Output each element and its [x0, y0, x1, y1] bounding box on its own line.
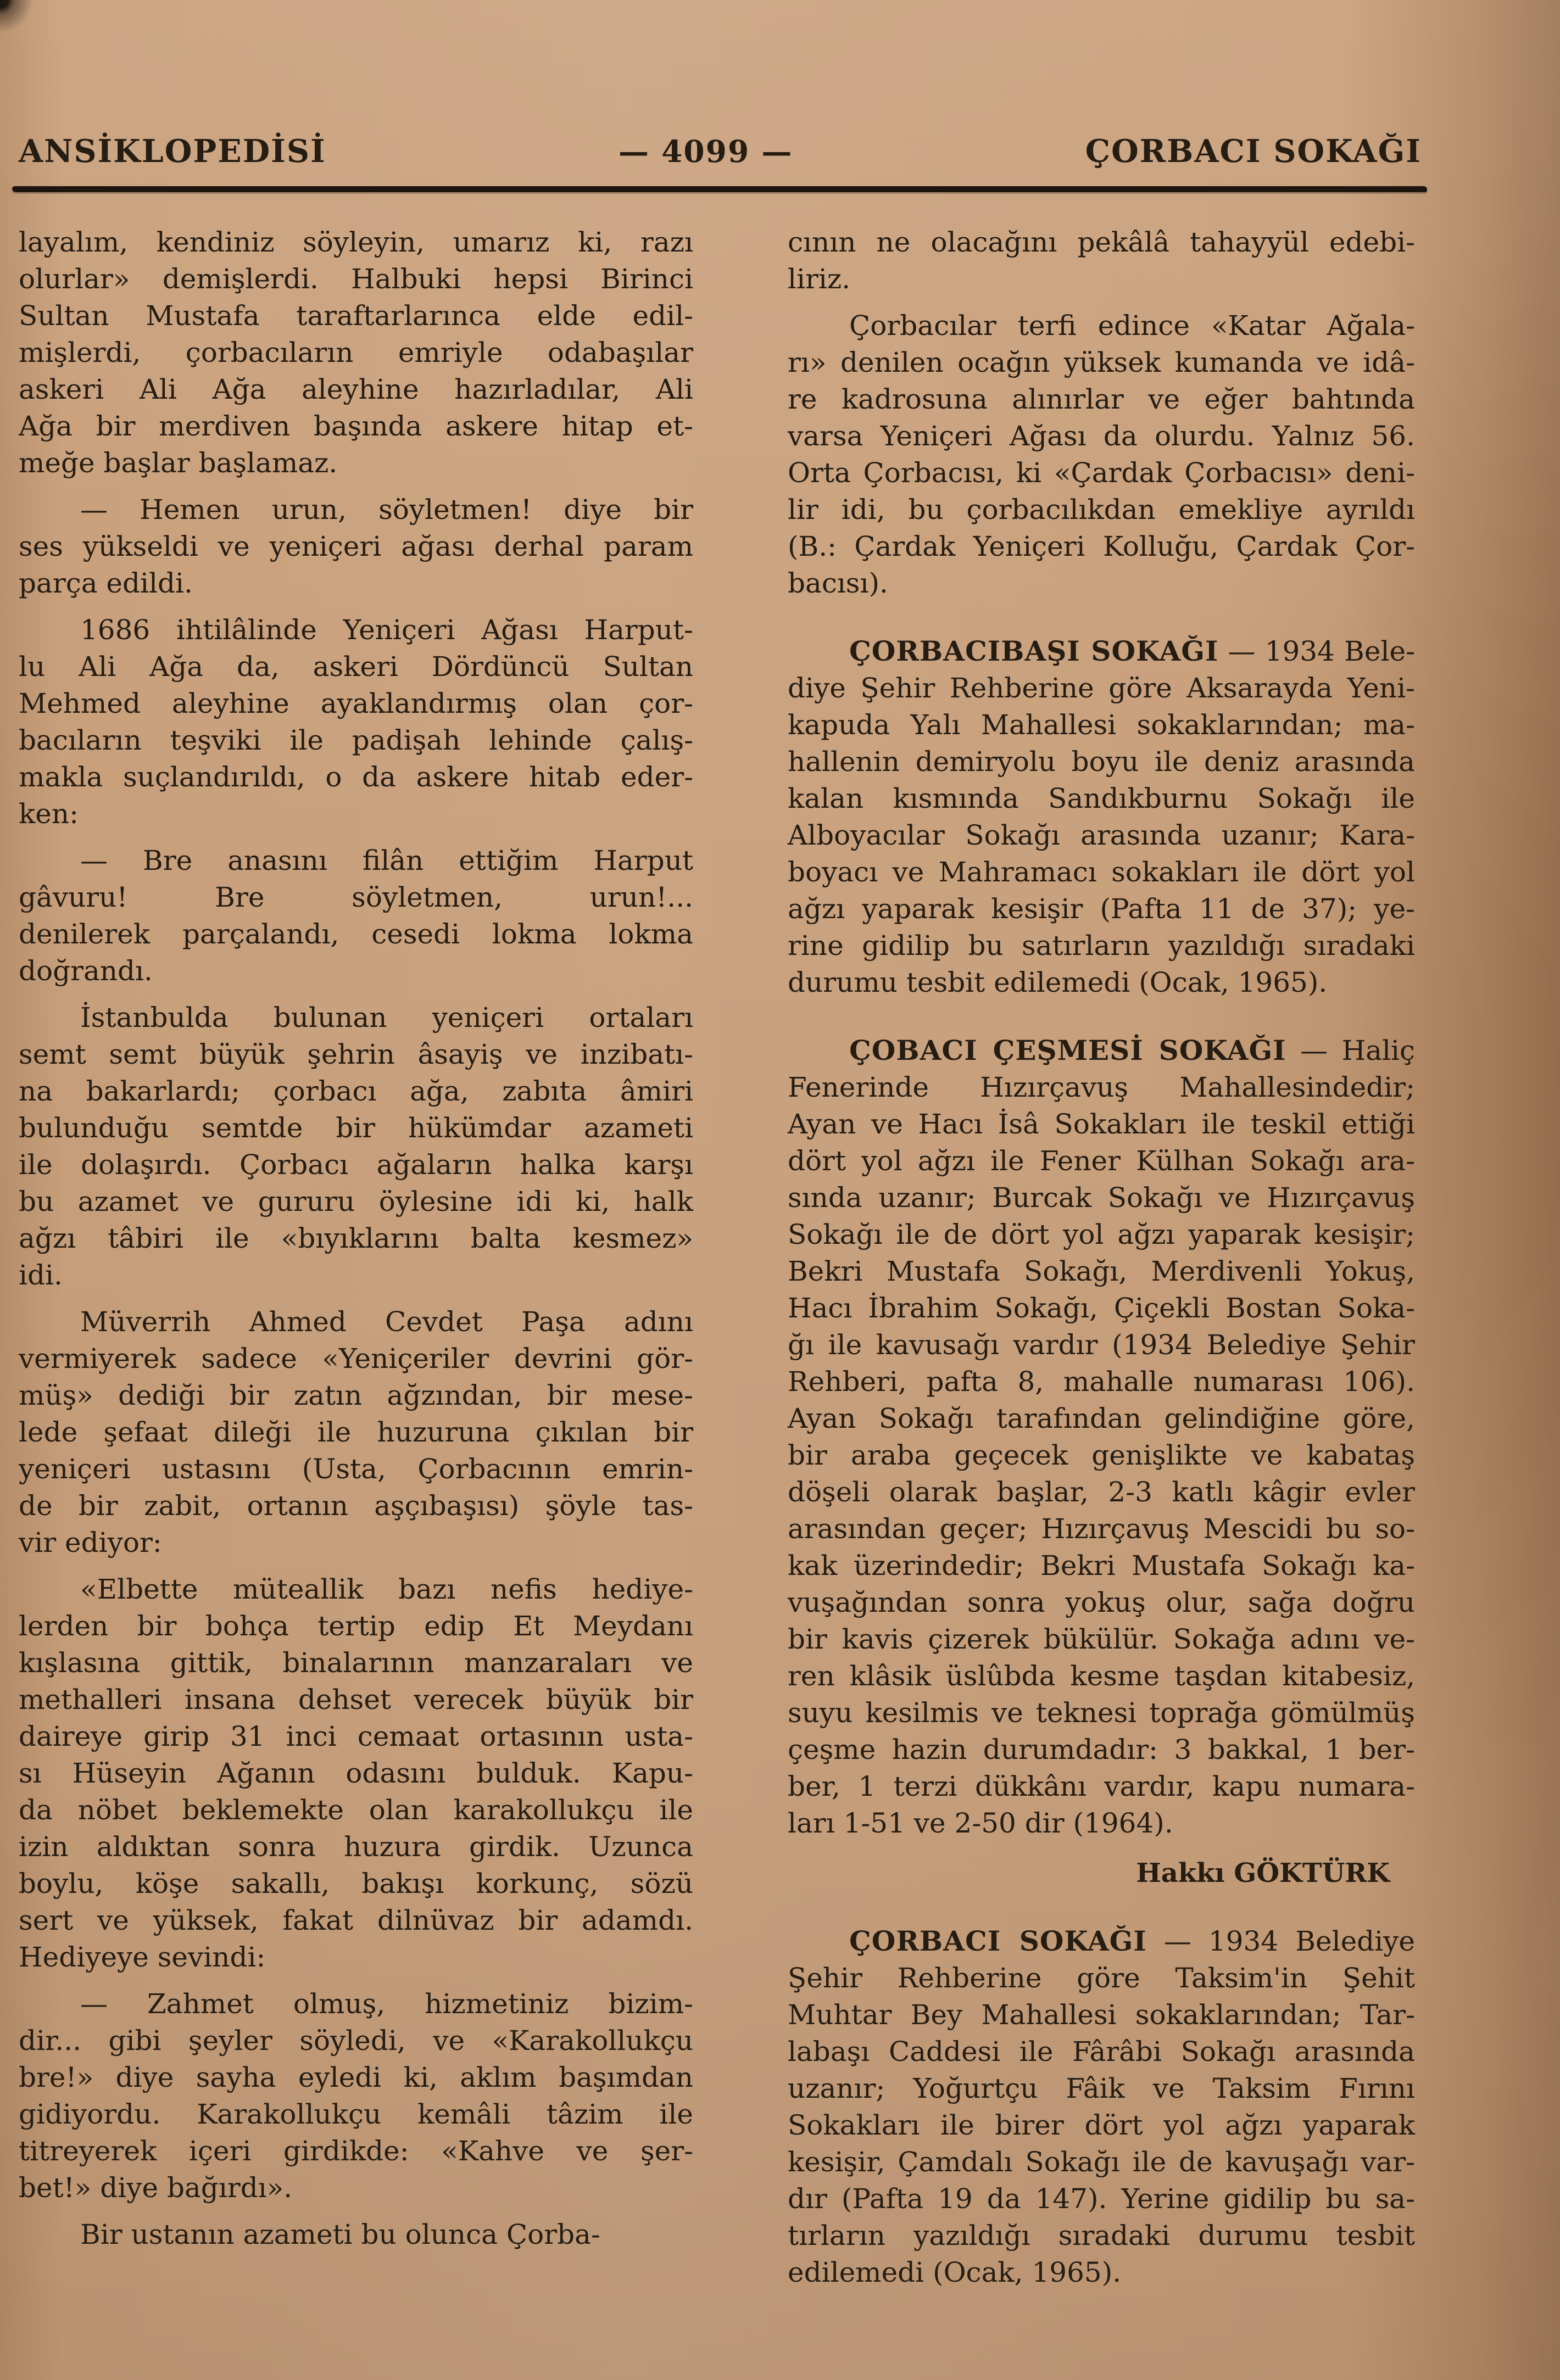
text-line: Fenerinde Hızırçavuş Mahallesindedir;: [788, 1071, 1415, 1103]
text-line: Hakkı GÖKTÜRK: [1136, 1858, 1390, 1889]
text-line: bacısı).: [788, 567, 888, 599]
text-line: sert ve yüksek, fakat dilnüvaz bir adamdı.: [19, 1904, 693, 1936]
entry-paragraph: [788, 1923, 1415, 2291]
text-line: Müverrih Ahmed Cevdet Paşa adını: [80, 1306, 693, 1338]
header-rule-divider: [12, 186, 1427, 192]
text-line: Ağa bir merdiven başında askere hitap et-: [19, 410, 693, 442]
text-line: Muhtar Bey Mahallesi sokaklarından; Tar-: [788, 1999, 1415, 2031]
text-line: Hacı İbrahim Sokağı, Çiçekli Bostan Soka-: [788, 1292, 1415, 1324]
text-line: izin aldıktan sonra huzura girdik. Uzunca: [19, 1831, 693, 1863]
text-line: ile dolaşırdı. Çorbacı ağaların halka karşı: [19, 1149, 693, 1181]
text-line: bu azamet ve gururu öylesine idi ki, halk: [19, 1186, 693, 1217]
text-line: Şehir Rehberine göre Taksim'in Şehit: [788, 1962, 1415, 1994]
text-line: sında uzanır; Burcak Sokağı ve Hızırçavuş: [788, 1182, 1415, 1214]
text-line: ses yükseldi ve yeniçeri ağası derhal param: [19, 530, 693, 562]
text-line: liriz.: [788, 263, 851, 295]
text-line: labaşı Caddesi ile Fârâbi Sokağı arasında: [788, 2036, 1415, 2068]
text-line: ber, 1 terzi dükkânı vardır, kapu numara-: [788, 1770, 1415, 1802]
text-line: gidiyordu. Karakollukçu kemâli tâzim ile: [19, 2098, 693, 2130]
text-line: lerden bir bohça tertip edip Et Meydanı: [19, 1610, 693, 1642]
text-line: Bir ustanın azameti bu olunca Çorba-: [80, 2219, 600, 2250]
text-line: ğı ile kavusağı vardır (1934 Belediye Şehir: [788, 1329, 1415, 1361]
text-line: bulunduğu semtde bir hükümdar azameti: [19, 1112, 693, 1144]
header-title-right: ÇORBACI SOKAĞI: [1085, 133, 1422, 170]
entry-title: ÇORBACI SOKAĞI: [849, 1925, 1147, 1957]
text-line: da nöbet beklemekte olan karakollukçu ile: [19, 1794, 693, 1826]
text-line: ken:: [19, 798, 79, 830]
text-line: kesişir, Çamdalı Sokağı ile de kavuşağı var-: [788, 2146, 1415, 2178]
text-line: de bir zabit, ortanın aşçıbaşısı) şöyle tas-: [19, 1490, 693, 1522]
text-line: hallenin demiryolu boyu ile deniz arasında: [788, 746, 1415, 778]
text-line: ları 1-51 ve 2-50 dir (1964).: [788, 1807, 1173, 1839]
text-line: ağzı yaparak kesişir (Pafta 11 de 37); ye-: [788, 893, 1415, 925]
text-line: ÇOBACI ÇEŞMESİ SOKAĞI — Haliç: [849, 1034, 1415, 1066]
text-line: rı» denilen ocağın yüksek kumanda ve idâ-: [788, 347, 1415, 378]
text-line: dört yol ağzı ile Fener Külhan Sokağı ara-: [788, 1145, 1415, 1177]
text-columns: [0, 192, 1560, 2291]
text-line: Sokakları ile birer dört yol ağzı yaparak: [788, 2109, 1415, 2141]
text-line: kalan kısmında Sandıkburnu Sokağı ile: [788, 783, 1415, 814]
text-line: varsa Yeniçeri Ağası da olurdu. Yalnız 56.: [788, 420, 1415, 452]
paragraph: [19, 1986, 693, 2206]
text-line: dir... gibi şeyler söyledi, ve «Karakollukçu: [19, 2025, 693, 2057]
text-line: boyacı ve Mahramacı sokakları ile dört yol: [788, 856, 1415, 888]
text-line: bet!» diye bağırdı».: [19, 2172, 293, 2204]
text-line: rine gidilip bu satırların yazıldığı sıradaki: [788, 930, 1415, 962]
text-line: Sultan Mustafa taraftarlarınca elde edil-: [19, 300, 693, 332]
text-line: Orta Çorbacısı, ki «Çardak Çorbacısı» deni-: [788, 457, 1415, 489]
paragraph: [19, 612, 693, 833]
text-line: uzanır; Yoğurtçu Fâik ve Taksim Fırını: [788, 2072, 1415, 2104]
text-line: kışlasına gittik, binalarının manzaraları ve: [19, 1647, 693, 1679]
text-line: tırların yazıldığı sıradaki durumu tesbit: [788, 2220, 1415, 2251]
text-line: sı Hüseyin Ağanın odasını bulduk. Kapu-: [19, 1757, 693, 1789]
text-line: vermiyerek sadece «Yeniçeriler devrini gör-: [19, 1343, 693, 1375]
text-line: doğrandı.: [19, 955, 153, 987]
text-line: parça edildi.: [19, 567, 193, 599]
text-line: bre!» diye sayha eyledi ki, aklım başımdan: [19, 2061, 693, 2093]
text-line: Mehmed aleyhine ayaklandırmış olan çor-: [19, 688, 693, 719]
text-line: ÇORBACI SOKAĞI — 1934 Belediye: [849, 1925, 1415, 1957]
text-line: bir kavis çizerek bükülür. Sokağa adını ve-: [788, 1623, 1415, 1655]
paragraph: [19, 1571, 693, 1976]
paragraph: [19, 2216, 693, 2253]
column-right: [788, 224, 1415, 2291]
text-line: 1686 ihtilâlinde Yeniçeri Ağası Harput-: [80, 614, 693, 646]
text-line: makla suçlandırıldı, o da askere hitab eder-: [19, 761, 693, 793]
text-line: boylu, köşe sakallı, bakışı korkunç, sözü: [19, 1868, 693, 1899]
text-line: Ayan ve Hacı İsâ Sokakları ile teskil ettiği: [788, 1108, 1415, 1140]
text-line: ÇORBACIBAŞI SOKAĞI — 1934 Bele-: [849, 635, 1415, 667]
text-line: kak üzerindedir; Bekri Mustafa Sokağı ka-: [788, 1550, 1415, 1582]
text-line: — Bre anasını filân ettiğim Harput: [80, 845, 693, 876]
text-line: Alboyacılar Sokağı arasında uzanır; Kara-: [788, 819, 1415, 851]
text-line: daireye girip 31 inci cemaat ortasının usta-: [19, 1720, 693, 1752]
entry-title: ÇORBACIBAŞI SOKAĞI: [849, 635, 1219, 667]
paragraph: [19, 491, 693, 602]
text-line: dır (Pafta 19 da 147). Yerine gidilip bu sa-: [788, 2183, 1415, 2215]
text-line: gâvuru! Bre söyletmen, urun!...: [19, 881, 693, 913]
text-line: suyu kesilmis ve teknesi toprağa gömülmüş: [788, 1697, 1415, 1729]
header-title-left: ANSİKLOPEDİSİ: [19, 133, 326, 170]
text-line: olurlar» demişlerdi. Halbuki hepsi Birinci: [19, 263, 693, 295]
text-line: arasından geçer; Hızırçavuş Mescidi bu so-: [788, 1513, 1415, 1545]
author-signature: [788, 1855, 1415, 1892]
page-number: — 4099 —: [619, 133, 793, 169]
text-line: titreyerek içeri girdikde: «Kahve ve şer-: [19, 2135, 693, 2167]
text-line: Ayan Sokağı tarafından gelindiğine göre,: [788, 1403, 1415, 1434]
text-line: layalım, kendiniz söyleyin, umarız ki, razı: [19, 226, 693, 258]
text-line: — Hemen urun, söyletmen! diye bir: [80, 494, 693, 526]
text-line: mişlerdi, çorbacıların emriyle odabaşılar: [19, 337, 693, 368]
text-line: Bekri Mustafa Sokağı, Merdivenli Yokuş,: [788, 1255, 1415, 1287]
text-line: lede şefaat dileği ile huzuruna çıkılan bir: [19, 1416, 693, 1448]
text-line: Rehberi, pafta 8, mahalle numarası 106).: [788, 1366, 1415, 1398]
text-line: diye Şehir Rehberine göre Aksarayda Yeni-: [788, 672, 1415, 704]
text-line: vuşağından sonra yokuş olur, sağa doğru: [788, 1586, 1415, 1618]
paragraph: [19, 1304, 693, 1561]
paragraph: [19, 999, 693, 1294]
text-line: idi.: [19, 1259, 63, 1291]
text-line: Sokağı ile de dört yol ağzı yaparak kesişir;: [788, 1219, 1415, 1250]
text-line: Hediyeye sevindi:: [19, 1941, 266, 1973]
text-line: ren klâsik üslûbda kesme taşdan kitabesiz,: [788, 1660, 1415, 1692]
text-line: durumu tesbit edilemedi (Ocak, 1965).: [788, 966, 1328, 998]
text-line: bacıların teşviki ile padişah lehinde çalış-: [19, 724, 693, 756]
text-line: «Elbette müteallik bazı nefis hediye-: [80, 1573, 693, 1605]
text-line: ağzı tâbiri ile «bıyıklarını balta kesmez»: [19, 1222, 693, 1254]
text-line: lir idi, bu çorbacılıkdan emekliye ayrıldı: [788, 494, 1415, 526]
text-line: çeşme hazin durumdadır: 3 bakkal, 1 ber-: [788, 1734, 1415, 1766]
paragraph: [788, 308, 1415, 602]
text-line: vir ediyor:: [19, 1527, 162, 1558]
column-left: [19, 224, 693, 2291]
text-line: Çorbacılar terfi edince «Katar Ağala-: [849, 310, 1415, 342]
paragraph: [19, 842, 693, 990]
entry-paragraph: [788, 633, 1415, 1001]
text-line: na bakarlardı; çorbacı ağa, zabıta âmiri: [19, 1075, 693, 1107]
text-line: bir araba geçecek genişlikte ve kabataş: [788, 1439, 1415, 1471]
text-line: kapuda Yalı Mahallesi sokaklarından; ma-: [788, 709, 1415, 741]
text-line: denilerek parçalandı, cesedi lokma lokma: [19, 918, 693, 950]
text-line: müş» dediği bir zatın ağzından, bir mese-: [19, 1379, 693, 1411]
text-line: askeri Ali Ağa aleyhine hazırladılar, Ali: [19, 373, 693, 405]
paragraph: [788, 224, 1415, 298]
text-line: — Zahmet olmuş, hizmetiniz bizim-: [80, 1988, 693, 2020]
text-line: edilemedi (Ocak, 1965).: [788, 2256, 1122, 2288]
text-line: yeniçeri ustasını (Usta, Çorbacının emrin-: [19, 1453, 693, 1485]
text-line: re kadrosuna alınırlar ve eğer bahtında: [788, 383, 1415, 415]
text-line: döşeli olarak başlar, 2-3 katlı kâgir evler: [788, 1476, 1415, 1508]
text-line: semt semt büyük şehrin âsayiş ve inzibatı-: [19, 1038, 693, 1070]
page-header: [0, 0, 1560, 170]
entry-paragraph: [788, 1032, 1415, 1842]
paragraph: [19, 224, 693, 482]
text-line: methalleri insana dehset verecek büyük bir: [19, 1684, 693, 1716]
text-line: (B.: Çardak Yeniçeri Kolluğu, Çardak Çor-: [788, 530, 1415, 562]
entry-title: ÇOBACI ÇEŞMESİ SOKAĞI: [849, 1034, 1286, 1066]
text-line: İstanbulda bulunan yeniçeri ortaları: [80, 1002, 693, 1033]
text-line: meğe başlar başlamaz.: [19, 447, 338, 479]
text-line: lu Ali Ağa da, askeri Dördüncü Sultan: [19, 651, 693, 683]
text-line: cının ne olacağını pekâlâ tahayyül edebi-: [788, 226, 1415, 258]
